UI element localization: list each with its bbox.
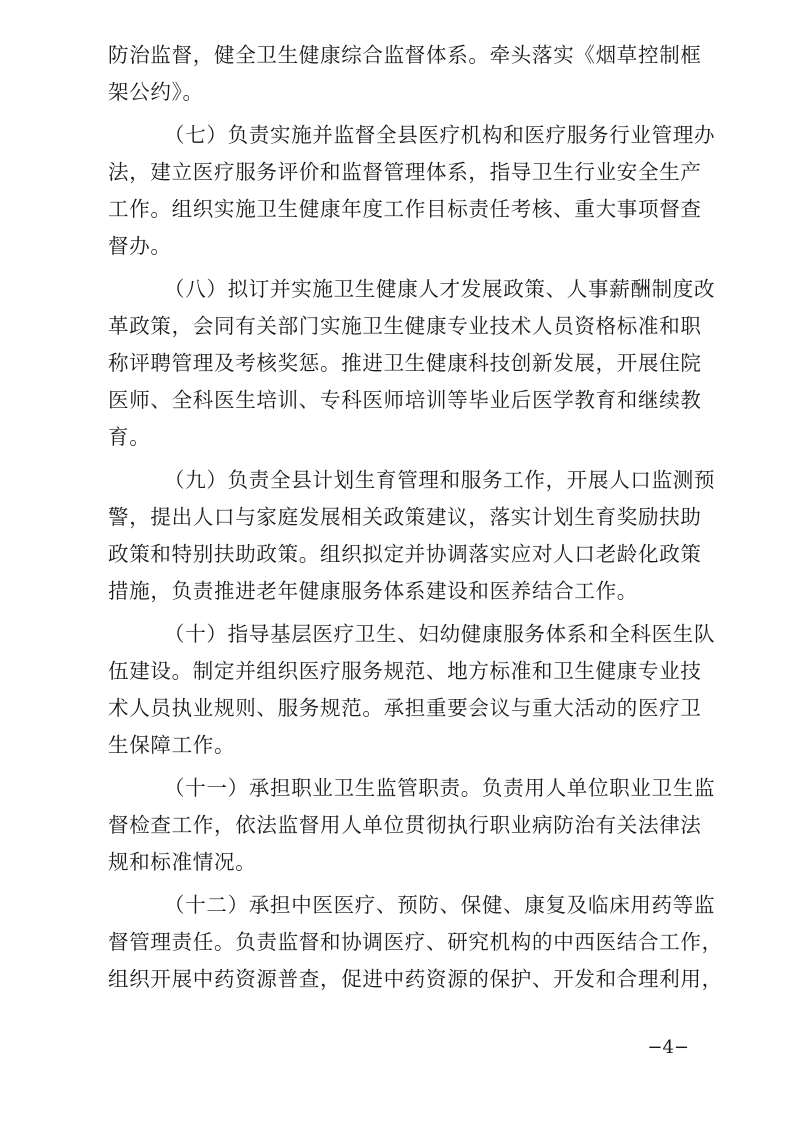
text-line: 督办。	[108, 234, 172, 258]
text-line: 督检查工作，依法监督用人单位贯彻执行职业病防治有关法律法	[108, 813, 702, 837]
paragraph-item-8	[108, 271, 716, 456]
page-number: −4−	[647, 1037, 689, 1058]
text-line: 防治监督，健全卫生健康综合监督体系。牵头落实《烟草控制框	[108, 43, 702, 67]
text-line: 工作。组织实施卫生健康年度工作目标责任考核、重大事项督查	[108, 197, 702, 221]
text-line: 革政策，会同有关部门实施卫生健康专业技术人员资格标准和职	[108, 314, 702, 338]
text-line: 法，建立医疗服务评价和监督管理体系，指导卫生行业安全生产	[108, 160, 702, 184]
text-line: （十）指导基层医疗卫生、妇幼健康服务体系和全科医生队	[164, 622, 716, 646]
text-line: 督管理责任。负责监督和协调医疗、研究机构的中西医结合工作，	[108, 930, 723, 954]
text-line: 术人员执业规则、服务规范。承担重要会议与重大活动的医疗卫	[108, 696, 702, 720]
paragraph-continuation	[108, 37, 702, 111]
paragraph-item-11	[108, 770, 716, 881]
text-line: （九）负责全县计划生育管理和服务工作，开展人口监测预	[164, 468, 716, 492]
text-line: 称评聘管理及考核奖惩。推进卫生健康科技创新发展，开展住院	[108, 351, 702, 375]
paragraph-item-9	[108, 462, 716, 610]
paragraph-item-12	[108, 887, 723, 998]
text-line: 医师、全科医生培训、专科医师培训等毕业后医学教育和继续教	[108, 388, 702, 412]
text-line: （八）拟订并实施卫生健康人才发展政策、人事薪酬制度改	[164, 277, 716, 301]
text-line: （十二）承担中医医疗、预防、保健、康复及临床用药等监	[164, 893, 716, 917]
paragraph-item-7	[108, 117, 716, 265]
text-line: 组织开展中药资源普查，促进中药资源的保护、开发和合理利用，	[108, 967, 723, 991]
text-line: 措施，负责推进老年健康服务体系建设和医养结合工作。	[108, 579, 638, 603]
text-line: （七）负责实施并监督全县医疗机构和医疗服务行业管理办	[164, 123, 716, 147]
text-line: 政策和特别扶助政策。组织拟定并协调落实应对人口老龄化政策	[108, 542, 702, 566]
document-body	[108, 37, 723, 1004]
text-line: 规和标准情况。	[108, 850, 257, 874]
text-line: 育。	[108, 425, 151, 449]
text-line: （十一）承担职业卫生监管职责。负责用人单位职业卫生监	[164, 776, 716, 800]
text-line: 警，提出人口与家庭发展相关政策建议，落实计划生育奖励扶助	[108, 505, 702, 529]
text-line: 架公约》。	[108, 80, 204, 104]
text-line: 生保障工作。	[108, 733, 236, 757]
text-line: 伍建设。制定并组织医疗服务规范、地方标准和卫生健康专业技	[108, 659, 702, 683]
paragraph-item-10	[108, 616, 716, 764]
